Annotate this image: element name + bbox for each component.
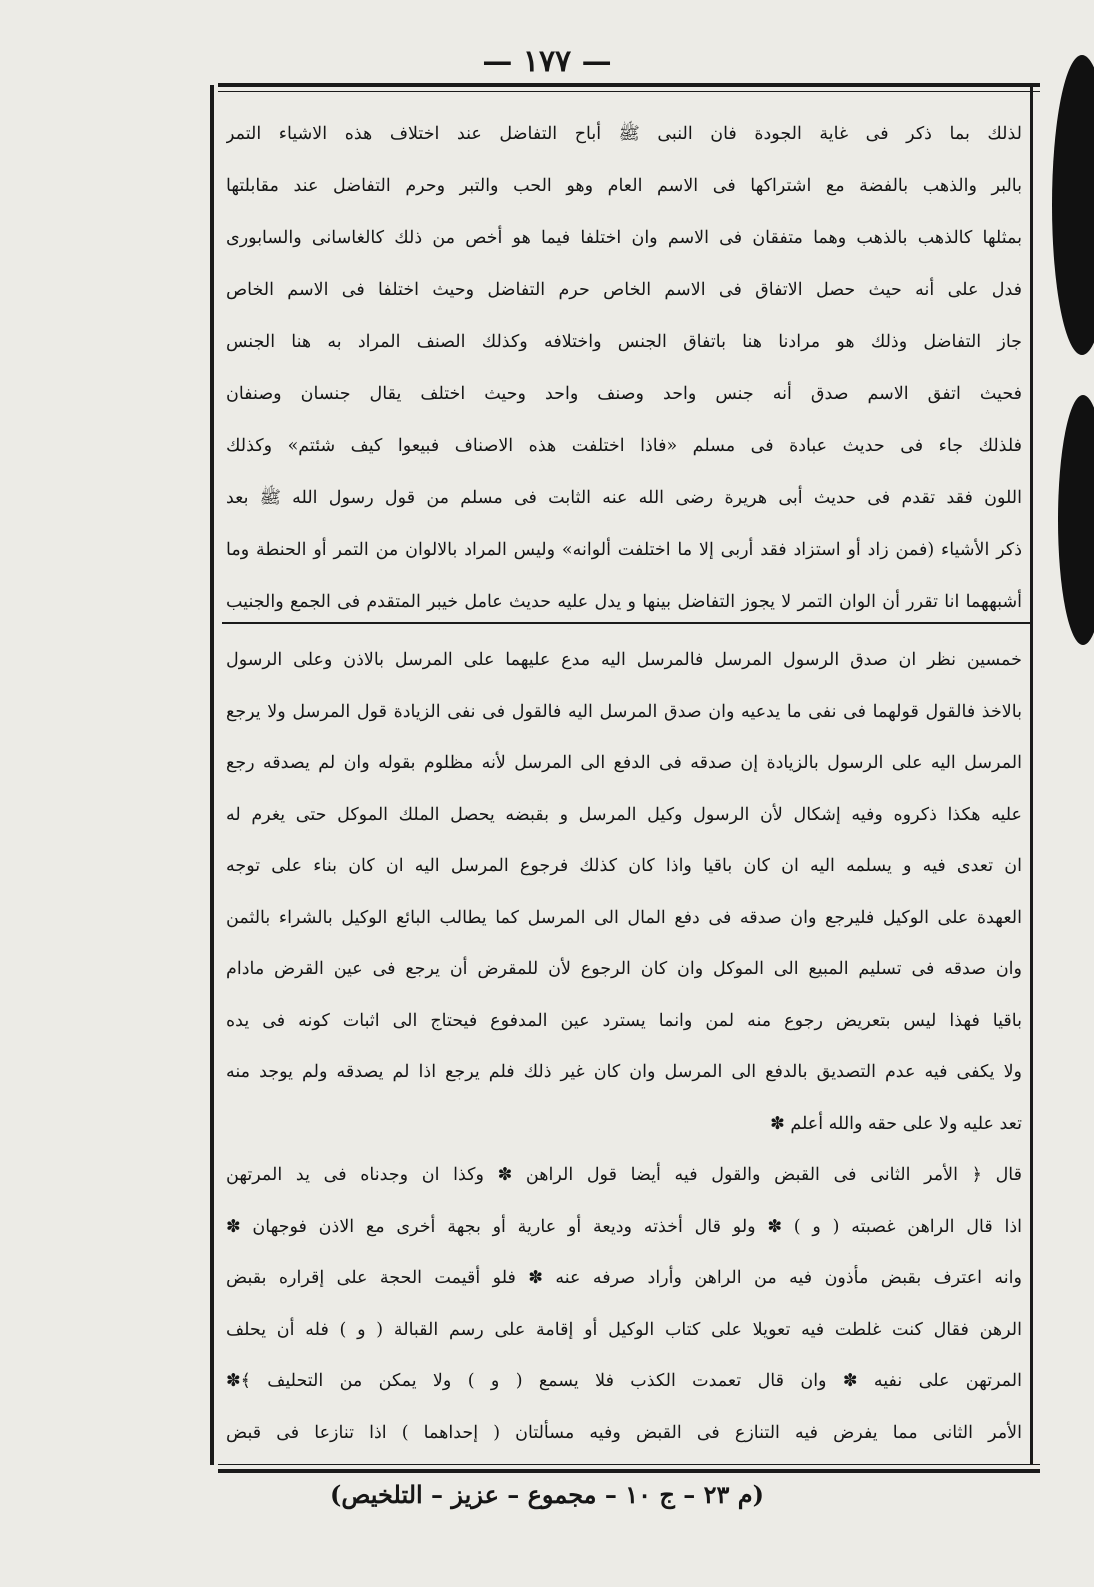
main-text-line: اللون فقد تقدم فى حديث أبى هريرة رضى الله عنه الثابت فى مسلم من قول رسول الله ﷺ بعد [226, 488, 1022, 508]
commentary-line: المرتهن على نفيه ✽ وان قال تعمدت الكذب فلا يسمع ( و ) ولا يمكن من التحليف ﴾✽ [226, 1371, 1022, 1391]
binding-shadow [1052, 55, 1094, 355]
commentary-line: ولا يكفى فيه عدم التصديق بالدفع الى المرسل وان كان غير ذلك فلم يرجع اذا لم يصدقه ولم يوجد منه [226, 1062, 1022, 1082]
commentary-line: الرهن فقال كنت غلطت فيه تعويلا على كتاب الوكيل أو إقامة على رسم القبالة ( و ) فله أن يحلف [226, 1319, 1022, 1340]
main-text-line: فلذلك جاء فى حديث عبادة فى مسلم «فاذا اختلفت هذه الاصناف فبيعوا كيف شئتم» وكذلك [226, 436, 1022, 456]
commentary-line: اذا قال الراهن غصبته ( و ) ✽ ولو قال أخذته وديعة أو عارية أو بجهة أخرى مع الاذن فوجهان ✽ [226, 1216, 1022, 1237]
commentary-line: تعد عليه ولا على حقه والله أعلم ✽ [770, 1113, 1022, 1134]
commentary-line: المرسل اليه على الرسول بالزيادة إن صدقه فى الدفع الى المرسل لأنه مظلوم بقوله وان لم يصدقه رجع [226, 753, 1022, 773]
commentary-line: عليه هكذا ذكروه وفيه إشكال لأن الرسول وكيل المرسل و بقبضه يحصل الملك الموكل حتى يغرم له [226, 804, 1022, 825]
main-text [226, 108, 1022, 628]
page-number: — ١٧٧ — [482, 44, 612, 79]
main-text-line: لذلك بما ذكر فى غاية الجودة فان النبى ﷺ أباح التفاضل عند اختلاف هذه الاشياء التمر [226, 124, 1022, 144]
main-text-line: فحيث اتفق الاسم صدق أنه جنس واحد وصنف واحد وحيث اختلف يقال جنسان وصنفان [226, 384, 1022, 404]
binding-shadow [1058, 395, 1094, 645]
commentary-line: خمسين نظر ان صدق الرسول المرسل فالمرسل اليه مدع عليهما على المرسل بالاذن وعلى الرسول [226, 650, 1022, 670]
main-text-line: أشبههما انا تقرر أن الوان التمر لا يجوز التفاضل بينها و يدل عليه حديث عامل خيبر المتقدم فى الجمع والجنيب [226, 592, 1022, 612]
main-text-line: بمثلها كالذهب بالذهب وهما متفقان فى الاسم وان اختلفا فيما هو أخص من ذلك كالغاسانى والسابورى [226, 228, 1022, 248]
commentary-line: وان صدقه فى تسليم المبيع الى الموكل وان كان الرجوع لأن للمقرض أن يرجع فى عين القرض مادام [226, 959, 1022, 979]
commentary-line: باقيا فهذا ليس بتعريض رجوع منه لمن وانما يسترد عين المدفوع فيحتاج الى اثبات كونه فى يده [226, 1010, 1022, 1031]
commentary-text [226, 635, 1022, 1459]
commentary-line: قال ﴿ الأمر الثانى فى القبض والقول فيه أيضا قول الراهن ✽ وكذا ان وجدناه فى يد المرتهن [226, 1165, 1022, 1185]
frame-right-rule [1030, 85, 1033, 1465]
signature-line: (م ٢٣ – ج ١٠ – مجموع – عزيز – التلخيص) [330, 1480, 764, 1509]
commentary-line: العهدة على الوكيل فليرجع وان صدقه فى دفع المال الى المرسل كما يطالب البائع الوكيل بالشراء بالثمن [226, 907, 1022, 928]
main-text-line: بالبر والذهب بالفضة مع اشتراكها فى الاسم العام وهو الحب والتبر وحرم التفاضل عند مقابلتها [226, 176, 1022, 196]
frame-left-rule [210, 85, 214, 1465]
section-separator [222, 622, 1032, 624]
main-text-line: جاز التفاضل وذلك هو مرادنا هنا باتفاق الجنس واختلافه وكذلك الصنف المراد به هنا الجنس [226, 332, 1022, 352]
commentary-line: بالاخذ فالقول قولهما فى نفى ما يدعيه وان صدق المرسل اليه فالقول فى نفى الزيادة قول المرسل ولا يرجع [226, 701, 1022, 722]
main-text-line: ذكر الأشياء (فمن زاد أو استزاد فقد أربى إلا ما اختلفت ألوانه» وليس المراد بالالوان من التمر أو الحنطة وما [226, 540, 1022, 560]
commentary-line: الأمر الثانى مما يفرض فيه التنازع فى القبض وفيه مسألتان ( إحداهما ) اذا تنازعا فى قبض [226, 1422, 1022, 1443]
commentary-line: ان تعدى فيه و يسلمه اليه ان كان باقيا واذا كان كذلك فرجوع المرسل اليه ان كان بناء على توجه [226, 856, 1022, 876]
main-text-line: فدل على أنه حيث حصل الاتفاق فى الاسم الخاص حرم التفاضل وحيث اختلفا فى الاسم الخاص [226, 280, 1022, 300]
commentary-line: وانه اعترف بقبض مأذون فيه من الراهن وأراد صرفه عنه ✽ فلو أقيمت الحجة على إقراره بقبض [226, 1268, 1022, 1288]
